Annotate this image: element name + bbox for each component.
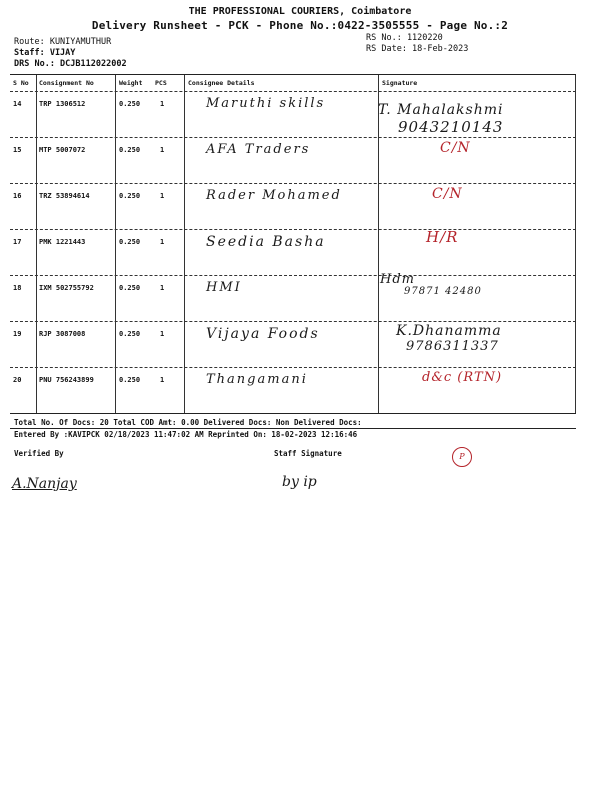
table-row <box>10 184 576 230</box>
cell-consignment: PNU 756243899 <box>39 376 94 384</box>
delivery-table <box>10 74 576 414</box>
cell-pcs: 1 <box>160 192 165 200</box>
cell-consignee-handwritten: Vijaya Foods <box>206 326 320 342</box>
col-header-signature: Signature <box>382 79 418 87</box>
cell-sno: 15 <box>13 146 22 154</box>
cell-signature-handwritten: C/N <box>440 140 471 156</box>
cell-weight: 0.250 <box>119 100 141 108</box>
cell-pcs: 1 <box>160 238 165 246</box>
cell-signature-phone: 9786311337 <box>406 339 499 354</box>
cell-sno: 14 <box>13 100 22 108</box>
cell-consignee-handwritten: AFA Traders <box>206 142 311 157</box>
cell-consignee-handwritten: Thangamani <box>206 372 308 387</box>
rs-info <box>366 33 468 55</box>
cell-weight: 0.250 <box>119 192 141 200</box>
pod-stamp: P <box>452 447 472 467</box>
col-header-consignment: Consignment No <box>39 79 94 87</box>
cell-consignment: PMK 1221443 <box>39 238 86 246</box>
rs-date: RS Date: 18-Feb-2023 <box>366 44 469 54</box>
cell-sno: 17 <box>13 238 22 246</box>
route-info <box>14 37 127 70</box>
cell-pcs: 1 <box>160 100 165 108</box>
cell-signature-phone: 97871 42480 <box>404 286 482 297</box>
cell-consignee-handwritten: HMI <box>206 280 242 295</box>
col-header-weight: Weight <box>119 79 143 87</box>
cell-signature-handwritten: T. Mahalakshmi <box>378 102 504 118</box>
col-header-sno: S No <box>13 79 29 87</box>
cell-consignment: MTP 5007072 <box>39 146 86 154</box>
cell-weight: 0.250 <box>119 284 141 292</box>
cell-weight: 0.250 <box>119 146 141 154</box>
verifier-signature: A.Nanjay <box>12 476 77 492</box>
cell-consignment: TRZ 53894614 <box>39 192 90 200</box>
cell-signature-handwritten: d&c (RTN) <box>422 370 503 385</box>
route-label: Route: KUNIYAMUTHUR <box>14 37 112 47</box>
cell-sno: 18 <box>13 284 22 292</box>
cell-pcs: 1 <box>160 284 165 292</box>
col-header-pcs: PCS <box>155 79 167 87</box>
table-row <box>10 272 576 322</box>
cell-sno: 20 <box>13 376 22 384</box>
staff-label: Staff: VIJAY <box>14 48 76 58</box>
cell-weight: 0.250 <box>119 238 141 246</box>
cell-sno: 16 <box>13 192 22 200</box>
cell-signature-handwritten: K.Dhanamma <box>396 323 502 339</box>
staff-signature-label: Staff Signature <box>274 449 342 458</box>
cell-consignment: RJP 3087008 <box>39 330 86 338</box>
cell-pcs: 1 <box>160 330 165 338</box>
table-row <box>10 138 576 184</box>
totals-line: Total No. Of Docs: 20 Total COD Amt: 0.00 Delivered Docs: Non Delivered Docs: <box>14 418 362 427</box>
cell-pcs: 1 <box>160 146 165 154</box>
cell-consignee-handwritten: Seedia Basha <box>206 234 326 250</box>
table-row <box>10 92 576 138</box>
cell-pcs: 1 <box>160 376 165 384</box>
cell-signature-handwritten: C/N <box>432 186 463 202</box>
cell-consignee-handwritten: Rader Mohamed <box>206 188 342 203</box>
cell-signature-handwritten: Hdm <box>380 272 415 287</box>
table-row <box>10 230 576 276</box>
col-header-consignee: Consignee Details <box>188 79 255 87</box>
cell-consignment: IXM 502755792 <box>39 284 94 292</box>
rs-number: RS No.: 1120220 <box>366 33 443 43</box>
cell-weight: 0.250 <box>119 376 141 384</box>
table-row <box>10 322 576 368</box>
company-title: THE PROFESSIONAL COURIERS, Coimbatore <box>188 6 412 17</box>
footer-divider <box>10 428 576 429</box>
cell-consignment: TRP 1306512 <box>39 100 86 108</box>
cell-sno: 19 <box>13 330 22 338</box>
cell-weight: 0.250 <box>119 330 141 338</box>
runsheet-title: Delivery Runsheet - PCK - Phone No.:0422-3505555 - Page No.:2 <box>91 19 509 32</box>
cell-signature-handwritten: H/R <box>426 228 459 246</box>
cell-consignee-handwritten: Maruthi skills <box>206 96 326 111</box>
entered-by-line: Entered By :KAVIPCK 02/18/2023 11:47:02 AM Reprinted On: 18-02-2023 12:16:46 <box>14 430 358 439</box>
verified-by-label: Verified By <box>14 449 64 458</box>
drs-number: DRS No.: DCJB112022002 <box>14 59 127 69</box>
table-row <box>10 368 576 414</box>
cell-signature-phone: 9043210143 <box>398 118 504 136</box>
staff-signature: by ip <box>282 474 317 490</box>
